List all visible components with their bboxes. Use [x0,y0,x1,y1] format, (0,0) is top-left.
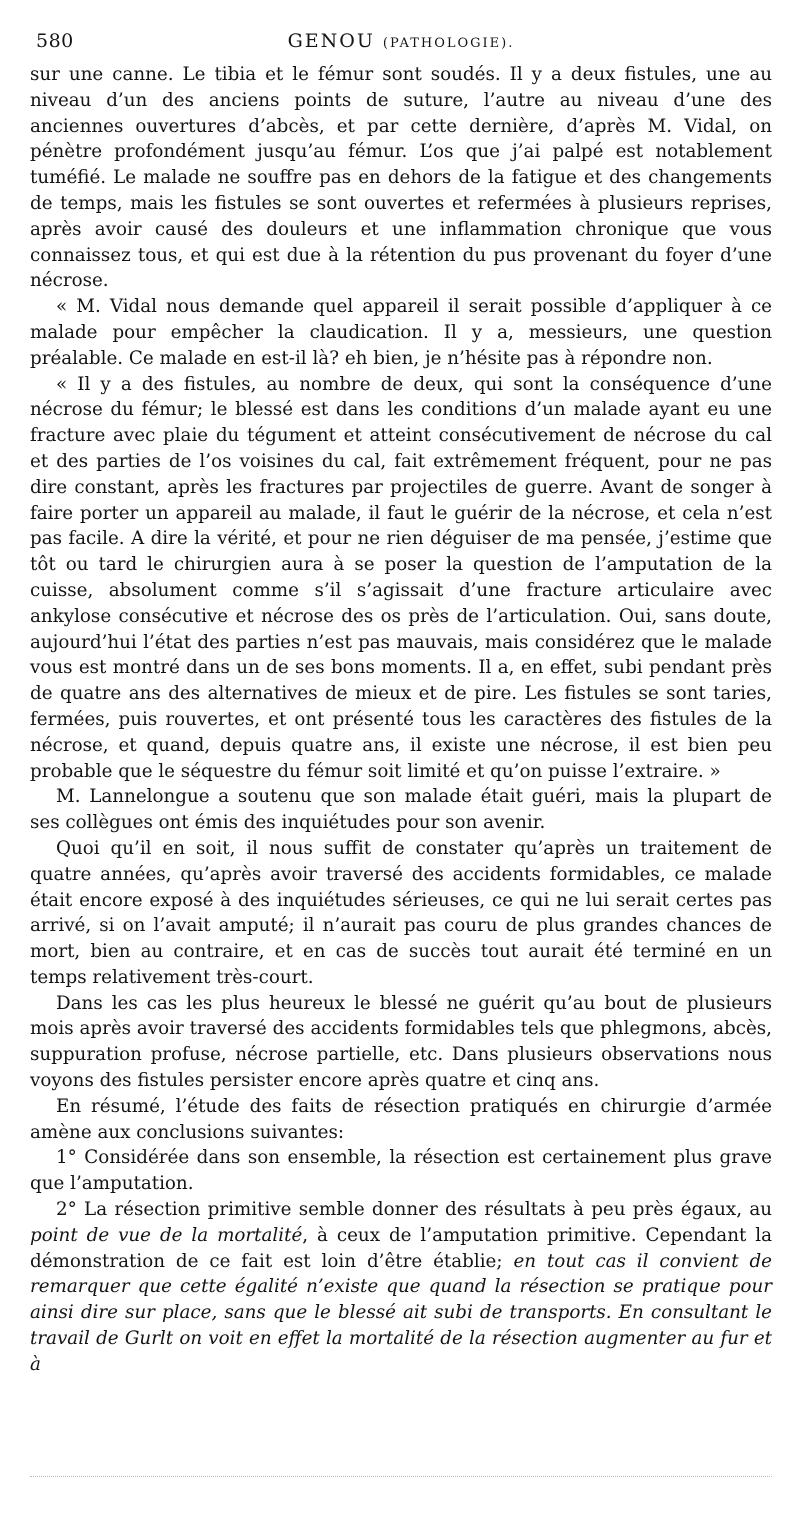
paragraph-1 [30,294,772,371]
italic-text: en tout cas il convient de remarquer que cette égalité n’existe que quand la résection se pratique pour ainsi dire sur place, sans que le blessé ait subi de transports. En consultant le travail de Gurlt on voit en effet la mortalité de la résection augmenter au fur et à [30,1250,772,1375]
running-title: GENOU [287,30,375,52]
text-segment: En résumé, l’étude des faits de résection pratiqués en chirurgie d’armée amène aux conclusions suivantes: [30,1095,772,1143]
paragraph-6 [30,1094,772,1146]
text-segment: 2° La résection primitive semble donner des résultats à peu près égaux, au [56,1199,772,1221]
text-segment: sur une canne. Le tibia et le fémur sont soudés. Il y a deux fistules, une au niveau d’un des anciens points de suture, l’autre au niveau d’une des anciennes ouvertures d’abcès, et par cette dernière, d’après M. Vidal, on pénètre profondément jusqu’au fémur. L’os que j’ai palpé est notablement tuméfié. Le malade ne souffre pas en dehors de la fatigue et des changements de temps, mais les fistules se sont ouvertes et refermées à plusieurs reprises, après avoir causé des douleurs et une inflammation chronique que vous connaissez tous, et qui est due à la rétention du pus provenant du foyer d’une nécrose. [30,64,772,292]
book-page [30,30,772,1378]
paragraph-5 [30,991,772,1094]
text-segment: , à ceux de l’amputation primitive. Cependant la démonstration de ce fait est loin d’être établie; [30,1224,773,1272]
text-segment: Dans les cas les plus heureux le blessé ne guérit qu’au bout de plusieurs mois après avoir traversé des accidents formidables tels que phlegmons, abcès, suppuration profuse, nécrose partielle, etc. Dans plusieurs observations nous voyons des fistules persister encore après quatre et cinq ans. [30,992,772,1092]
paragraph-4 [30,836,772,991]
text-segment: 1° Considérée dans son ensemble, la résection est certainement plus grave que l’amputation. [30,1147,772,1195]
page-number: 580 [36,30,74,52]
italic-text: point de vue de la mortalité [30,1224,303,1246]
text-segment: « Il y a des fistules, au nombre de deux, qui sont la conséquence d’une nécrose du fémur; le blessé est dans les conditions d’un malade ayant eu une fracture avec plaie du tégument et atteint consécutivement de nécrose du cal et des parties de l’os voisines du cal, fait extrêmement fréquent, pour ne pas dire constant, après les fractures par projectiles de guerre. Avant de songer à faire porter un appareil au malade, il faut le guérir de la nécrose, et cela n’est pas facile. A dire la vérité, et pour ne rien déguiser de ma pensée, j’estime que tôt ou tard le chirurgien aura à se poser la question de l’amputation de la cuisse, absolument comme s’il s’agissait d’une fracture articulaire avec ankylose consécutive et nécrose des os près de l’articulation. Oui, sans doute, aujourd’hui l’état des parties n’est pas mauvais, mais considérez que le malade vous est montré dans un de ses bons moments. Il a, en effet, subi pendant près de quatre ans des alternatives de mieux et de pire. Les fistules se sont taries, fermées, puis rouvertes, et ont présenté tous les caractères des fistules de la nécrose, et quand, depuis quatre ans, il existe une nécrose, il est bien peu probable que le séquestre du fémur soit limité et qu’on puisse l’extraire. » [30,373,772,782]
text-segment: « M. Vidal nous demande quel appareil il serait possible d’appliquer à ce malade pour empêcher la claudication. Il y a, messieurs, une question préalable. Ce malade en est-il là? eh bien, je n’hésite pas à répondre non. [30,296,772,369]
page-header [30,30,772,56]
paragraph-8 [30,1197,772,1378]
body-text [30,62,772,1378]
page-bottom-noise [30,1476,772,1477]
text-segment: Quoi qu’il en soit, il nous suffit de constater qu’après un traitement de quatre années, qu’après avoir traversé des accidents formidables, ce malade était encore exposé à des inquiétudes sérieuses, ce qui ne lui serait certes pas arrivé, si on l’avait amputé; il n’aurait pas couru de plus grandes chances de mort, bien au contraire, et en cas de succès tout aurait été terminé en un temps relativement très-court. [30,837,772,988]
text-segment: M. Lannelongue a soutenu que son malade était guéri, mais la plupart de ses collègues ont émis des inquiétudes pour son avenir. [30,786,772,834]
paragraph-3 [30,784,772,836]
paragraph-0 [30,62,772,294]
paragraph-2 [30,372,772,785]
running-subtitle: (PATHOLOGIE). [382,36,515,51]
paragraph-7 [30,1145,772,1197]
running-head [30,30,772,52]
